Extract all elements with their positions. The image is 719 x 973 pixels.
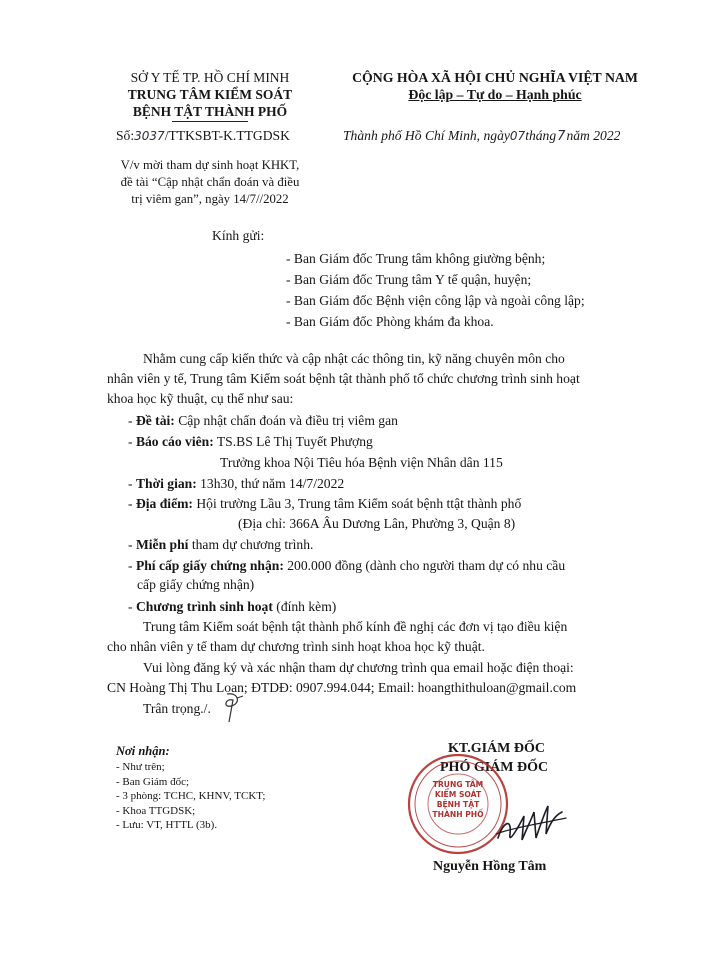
doc-no-prefix: Số: — [116, 128, 135, 143]
place-date — [343, 128, 620, 144]
free-value: tham dự chương trình. — [188, 537, 314, 552]
date-month: 7 — [557, 129, 566, 144]
signature-title-1: KT.GIÁM ĐỐC — [448, 741, 545, 756]
seal-line-2: KIỂM SOÁT — [434, 790, 482, 799]
program-label: Chương trình sinh hoạt — [135, 599, 273, 614]
initials-mark — [219, 690, 247, 724]
recipients-list-item: - Ban Giám đốc; — [116, 775, 190, 788]
issuer-line-department: SỞ Y TẾ TP. HỒ CHÍ MINH — [130, 70, 290, 85]
recipient-item: - Ban Giám đốc Bệnh viện công lập và ngoài công lập; — [286, 293, 585, 308]
venue-label: Địa điểm: — [135, 496, 193, 511]
time-item: - Thời gian: 13h30, thứ năm 14/7/2022 — [128, 476, 345, 491]
intro-line-3: khoa học kỹ thuật, cụ thể như sau: — [107, 391, 294, 406]
topic-value: Cập nhật chẩn đoán và điều trị viêm gan — [174, 413, 398, 428]
date-prefix: Thành phố Hồ Chí Minh, ngày — [343, 128, 510, 143]
subject-line-2: đề tài “Cập nhật chẩn đoán và điều — [120, 175, 300, 189]
seal-line-1: TRUNG TÂM — [432, 780, 484, 789]
recipient-item: - Ban Giám đốc Phòng khám đa khoa. — [286, 314, 494, 329]
intro-line-2: nhân viên y tế, Trung tâm Kiểm soát bệnh tật thành phố tổ chức chương trình sinh hoạt — [107, 371, 580, 386]
fee-item: - Phí cấp giấy chứng nhận: 200.000 đồng (dành cho người tham dự có nhu cầu — [128, 558, 566, 573]
program-item: - Chương trình sinh hoạt (đính kèm) — [128, 599, 337, 614]
fee-value-cont: cấp giấy chứng nhận) — [137, 577, 255, 592]
topic-item: - Đề tài: Cập nhật chẩn đoán và điều trị viêm gan — [128, 413, 398, 428]
time-value: 13h30, thứ năm 14/7/2022 — [196, 476, 345, 491]
country-name: CỘNG HÒA XÃ HỘI CHỦ NGHĨA VIỆT NAM — [352, 70, 638, 85]
issuer-line-center: TRUNG TÂM KIỂM SOÁT — [127, 87, 293, 102]
topic-label: Đề tài: — [135, 413, 175, 428]
speaker-role: Trưởng khoa Nội Tiêu hóa Bệnh viện Nhân dân 115 — [220, 455, 503, 470]
signature-title-2: PHÓ GIÁM ĐỐC — [440, 760, 549, 775]
request-line-1: Trung tâm Kiểm soát bệnh tật thành phố kính đề nghị các đơn vị tạo điều kiện — [143, 619, 568, 634]
register-line-1: Vui lòng đăng ký và xác nhận tham dự chương trình qua email hoặc điện thoại: — [143, 660, 574, 675]
recipients-list-item: - 3 phòng: TCHC, KHNV, TCKT; — [116, 790, 266, 802]
handwritten-signature — [492, 794, 572, 854]
date-suffix: năm 2022 — [566, 128, 621, 143]
venue-address: (Địa chỉ: 366A Âu Dương Lân, Phường 3, Quận 8) — [238, 516, 516, 531]
time-label: Thời gian: — [135, 476, 197, 491]
issuer-block — [110, 69, 310, 120]
subject-block — [110, 157, 310, 208]
free-label: Miễn phí — [135, 537, 189, 552]
closing: Trân trọng./. — [143, 701, 211, 716]
free-item: - Miễn phí tham dự chương trình. — [128, 537, 314, 552]
doc-no-handwritten: 3037 — [134, 129, 165, 143]
date-day: 07 — [509, 129, 526, 143]
recipients-list — [116, 760, 265, 833]
seal-line-3: BỆNH TẬT — [436, 800, 480, 809]
intro-line-1: Nhằm cung cấp kiến thức và cập nhật các thông tin, kỹ năng chuyên môn cho — [143, 351, 565, 366]
register-line-2: CN Hoàng Thị Thu Loan; ĐTDĐ: 0907.994.044; Email: hoangthithuloan@gmail.com — [107, 680, 577, 695]
recipient-item: - Ban Giám đốc Trung tâm không giường bệnh; — [286, 251, 546, 266]
document-number — [116, 128, 290, 144]
fee-label: Phí cấp giấy chứng nhận: — [135, 558, 284, 573]
speaker-value: TS.BS Lê Thị Tuyết Phượng — [213, 434, 373, 449]
request-line-2: cho nhân viên y tế tham dự chương trình sinh hoạt khoa học kỹ thuật. — [107, 639, 485, 654]
greeting: Kính gửi: — [212, 228, 265, 243]
date-mid: tháng — [525, 128, 557, 143]
motto: Độc lập – Tự do – Hạnh phúc — [408, 87, 582, 102]
doc-no-suffix: /TTKSBT-K.TTGDSK — [164, 128, 290, 143]
speaker-item: - Báo cáo viên: TS.BS Lê Thị Tuyết Phượng — [128, 434, 373, 449]
venue-item: - Địa điểm: Hội trường Lầu 3, Trung tâm Kiểm soát bệnh ttật thành phố — [128, 496, 522, 511]
speaker-label: Báo cáo viên: — [135, 434, 214, 449]
issuer-line-city: BỆNH TẬT THÀNH PHỐ — [132, 104, 288, 119]
issuer-underline — [172, 121, 248, 122]
signer-name: Nguyễn Hồng Tâm — [433, 859, 547, 874]
fee-value: 200.000 đồng (dành cho người tham dự có nhu cầu — [283, 558, 566, 573]
program-value: (đính kèm) — [272, 599, 337, 614]
recipients-list-item: - Như trên; — [116, 761, 165, 773]
seal-line-4: THÀNH PHỐ — [432, 810, 484, 819]
recipients-list-item: - Lưu: VT, HTTL (3b). — [116, 819, 218, 831]
subject-line-1: V/v mời tham dự sinh hoạt KHKT, — [120, 158, 300, 172]
recipients-list-item: - Khoa TTGDSK; — [116, 804, 196, 817]
recipient-item: - Ban Giám đốc Trung tâm Y tế quận, huyện; — [286, 272, 532, 287]
venue-value: Hội trường Lầu 3, Trung tâm Kiểm soát bệnh ttật thành phố — [192, 496, 522, 511]
recipients-list-title: Nơi nhận: — [116, 744, 170, 758]
subject-line-3: trị viêm gan”, ngày 14/7//2022 — [131, 192, 289, 206]
recipient-list — [286, 248, 585, 332]
